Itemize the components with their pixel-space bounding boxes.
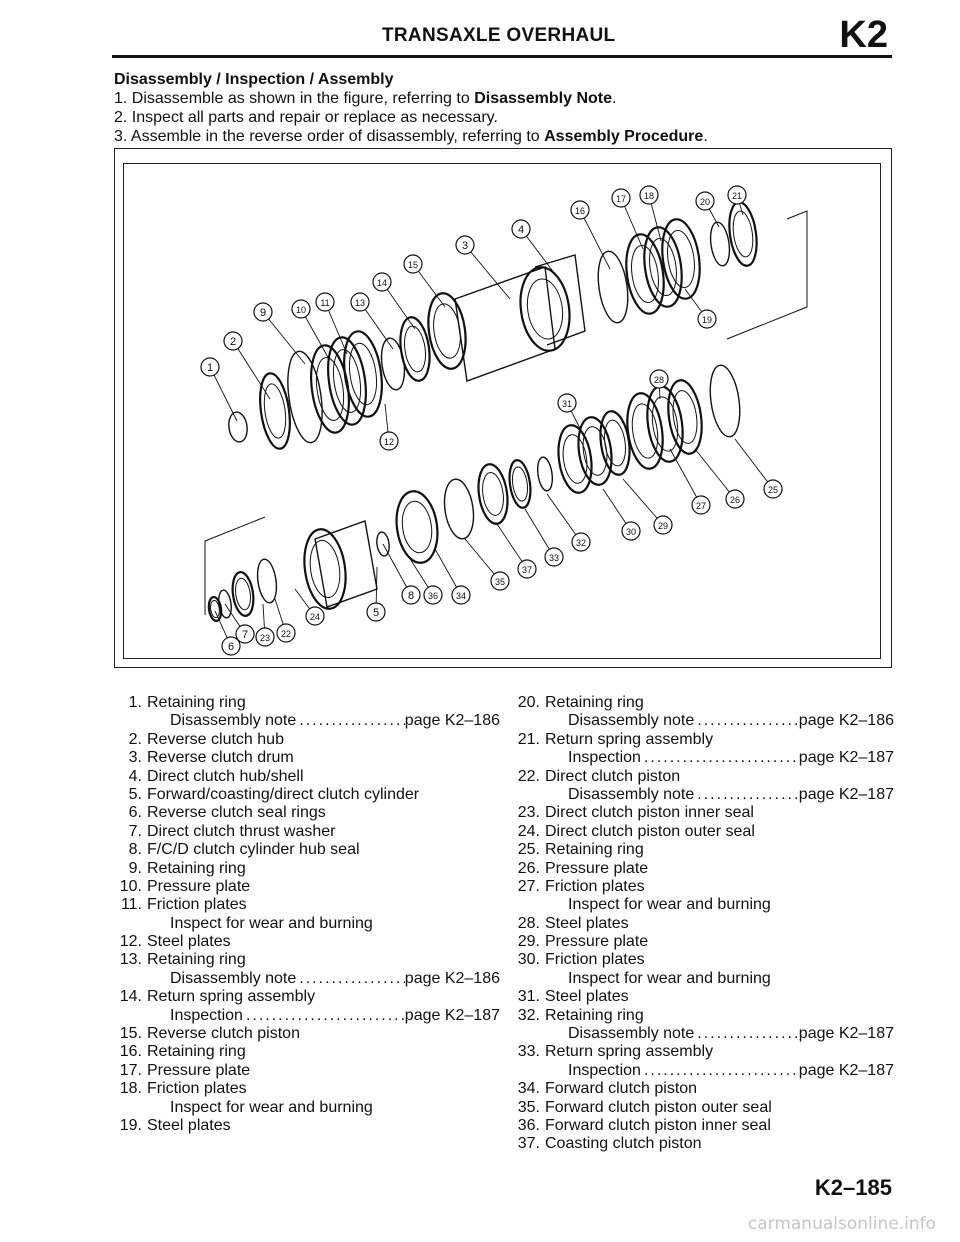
retaining-ring-25 [706, 363, 744, 438]
part-item [110, 749, 500, 767]
callout-27 [692, 496, 710, 514]
intro-block [114, 70, 894, 146]
clutch-cylinder-front-inner [307, 538, 344, 599]
retaining-ring-1 [227, 411, 249, 443]
part-item [110, 1062, 500, 1080]
callout-25 [764, 480, 782, 498]
leader-dots [694, 712, 799, 730]
part-reference [508, 786, 894, 804]
part-name: Reverse clutch piston [147, 1025, 300, 1043]
steel-plate-31 [554, 423, 595, 495]
part-note [508, 896, 894, 914]
callout-16 [571, 201, 589, 219]
part-item [508, 1043, 894, 1061]
part-item [110, 1080, 500, 1098]
leader-dots [296, 970, 405, 988]
callout-label: 9 [259, 307, 267, 319]
reference-label: Inspection [568, 1061, 641, 1079]
coasting-clutch-piston [475, 462, 511, 525]
callout-label: 6 [227, 641, 235, 653]
callout-5 [367, 603, 385, 621]
part-number: 26. [517, 859, 540, 877]
callout-24 [306, 607, 324, 625]
part-item [110, 823, 500, 841]
part-name: Pressure plate [147, 1061, 251, 1079]
part-name: Reverse clutch drum [147, 749, 294, 767]
part-note [110, 915, 500, 933]
callout-label: 5 [372, 607, 380, 619]
part-number: 29. [517, 933, 540, 951]
part-name: Return spring assembly [147, 988, 316, 1006]
section-code: K2 [839, 14, 888, 56]
friction-plate-30 [574, 415, 615, 487]
leader-line [670, 449, 701, 505]
friction-plate-27 [643, 384, 687, 464]
part-number: 11. [120, 896, 142, 914]
exploded-view-figure [114, 148, 892, 668]
part-item [110, 1043, 500, 1061]
part-item [110, 804, 500, 822]
callout-label: 36 [427, 591, 439, 601]
callout-label: 14 [376, 278, 388, 288]
part-name: Steel plates [545, 914, 629, 932]
pressure-plate-26 [664, 378, 706, 456]
part-reference [508, 712, 894, 730]
part-reference [508, 1062, 894, 1080]
intro-step: 2. Inspect all parts and repair or replace as necessary. [114, 109, 498, 126]
callout-10 [292, 300, 310, 318]
part-item [508, 915, 894, 933]
page-reference: page K2–186 [798, 712, 894, 730]
part-item [508, 804, 894, 822]
leader-line [695, 449, 735, 499]
callout-label: 29 [657, 521, 669, 531]
parts-list-left [110, 694, 500, 1135]
callout-label: 2 [229, 336, 237, 348]
callout-label: 8 [407, 590, 415, 602]
direct-clutch-piston [230, 571, 256, 617]
part-note [508, 970, 894, 988]
leader-line [465, 245, 510, 299]
callout-13 [351, 293, 369, 311]
inspection-note: Inspect for wear and burning [568, 896, 771, 914]
callout-9 [254, 303, 272, 321]
reverse-clutch-piston-inner [430, 302, 463, 360]
watermark: carmanualsonline.info [747, 1214, 936, 1234]
callout-22 [277, 624, 295, 642]
callout-label: 37 [521, 565, 533, 575]
part-name: Retaining ring [147, 1043, 246, 1061]
callout-label: 32 [575, 538, 587, 548]
callout-35 [491, 572, 509, 590]
callout-label: 21 [731, 191, 743, 201]
return-spring-33 [507, 459, 533, 509]
part-number: 20. [517, 694, 540, 711]
part-item [508, 731, 894, 749]
part-name: Friction plates [545, 951, 645, 969]
part-item [508, 1080, 894, 1098]
part-reference [110, 712, 500, 730]
part-note [110, 1099, 500, 1117]
part-name: Direct clutch piston inner seal [545, 804, 754, 822]
part-number: 24. [517, 822, 540, 840]
part-item [508, 860, 894, 878]
part-number: 22. [517, 767, 540, 785]
part-name: F/C/D clutch cylinder hub seal [147, 841, 360, 859]
part-number: 14. [119, 988, 142, 1006]
callout-4 [512, 220, 530, 238]
part-number: 2. [128, 730, 142, 748]
callout-label: 15 [407, 260, 419, 270]
part-name: Forward clutch piston inner seal [545, 1116, 771, 1134]
callout-label: 31 [561, 399, 573, 409]
leader-line [580, 210, 610, 269]
callout-label: 27 [695, 501, 707, 511]
part-number: 32. [517, 1006, 540, 1024]
part-item [110, 1117, 500, 1135]
part-number: 7. [128, 822, 142, 840]
part-item [508, 768, 894, 786]
callout-label: 28 [653, 375, 665, 385]
callout-34 [452, 586, 470, 604]
part-name: Reverse clutch hub [147, 730, 284, 748]
callout-3 [456, 236, 474, 254]
part-item [110, 988, 500, 1006]
part-number: 8. [128, 841, 142, 859]
part-item [508, 1099, 894, 1117]
part-item [508, 933, 894, 951]
callout-label: 13 [354, 298, 366, 308]
part-item [110, 786, 500, 804]
part-item [508, 1117, 894, 1135]
part-number: 34. [517, 1080, 540, 1098]
reference-label: Disassembly note [568, 1025, 695, 1043]
leader-line [233, 341, 270, 399]
forward-clutch-piston-inner [399, 499, 435, 554]
callout-markers [201, 186, 782, 655]
callout-label: 10 [295, 305, 307, 315]
reference-label: Disassembly note [568, 712, 695, 730]
callout-label: 4 [517, 224, 525, 236]
part-name: Steel plates [147, 1116, 231, 1134]
callout-label: 24 [309, 612, 321, 622]
part-name: Forward clutch piston outer seal [545, 1098, 772, 1116]
page-reference: page K2–187 [798, 749, 894, 767]
callout-label: 3 [461, 240, 469, 252]
part-name: Return spring assembly [545, 730, 714, 748]
forward-clutch-piston [392, 489, 442, 566]
page-header [112, 14, 892, 58]
leader-line [263, 312, 305, 364]
part-number: 16. [119, 1043, 142, 1061]
part-item [508, 1135, 894, 1153]
part-number: 12. [119, 933, 142, 951]
part-number: 15. [119, 1025, 142, 1043]
callout-36 [424, 586, 442, 604]
part-name: Reverse clutch seal rings [147, 804, 326, 822]
return-spring-21 [726, 201, 761, 268]
callout-15 [404, 255, 422, 273]
callout-label: 23 [259, 633, 271, 643]
piston-outer-seal-35 [441, 477, 477, 540]
part-item [110, 731, 500, 749]
callout-18 [640, 186, 658, 204]
retaining-ring-32 [536, 456, 555, 492]
reference-label: Inspection [568, 749, 641, 767]
callout-29 [654, 516, 672, 534]
callout-label: 1 [206, 362, 214, 374]
callout-31 [558, 394, 576, 412]
part-item [110, 768, 500, 786]
part-name: Retaining ring [147, 859, 246, 877]
piston-outer-seal [255, 558, 279, 604]
leader-dots [694, 1025, 799, 1043]
part-name: Direct clutch thrust washer [147, 822, 336, 840]
part-item [508, 694, 894, 712]
callout-label: 18 [643, 191, 655, 201]
part-item [508, 823, 894, 841]
callout-label: 25 [767, 485, 779, 495]
page-reference: page K2–187 [798, 785, 894, 803]
part-item [110, 896, 500, 914]
callout-7 [236, 625, 254, 643]
callout-label: 12 [383, 437, 395, 447]
part-name: Direct clutch piston outer seal [545, 822, 755, 840]
callout-1 [201, 358, 219, 376]
part-number: 27. [517, 877, 540, 895]
part-number: 1. [128, 694, 142, 711]
part-number: 5. [128, 785, 142, 803]
part-reference [110, 970, 500, 988]
leader-dots [641, 1062, 799, 1080]
part-number: 21. [517, 730, 540, 748]
part-item [110, 1025, 500, 1043]
part-name: Steel plates [545, 988, 629, 1006]
callout-label: 19 [701, 315, 713, 325]
part-item [110, 933, 500, 951]
callout-37 [518, 560, 536, 578]
callout-label: 26 [729, 495, 741, 505]
part-item [508, 841, 894, 859]
page-reference: page K2–187 [404, 1006, 500, 1024]
part-number: 31. [517, 988, 540, 1006]
part-name: Forward/coasting/direct clutch cylinder [147, 785, 420, 803]
intro-step: 3. Assemble in the reverse order of disassembly, referring to Assembly Procedure. [114, 128, 708, 145]
page-reference: page K2–186 [404, 712, 500, 730]
callout-19 [698, 310, 716, 328]
direct-clutch-hub-shell [515, 264, 574, 354]
part-item [110, 878, 500, 896]
callout-17 [612, 189, 630, 207]
callout-label: 35 [494, 577, 506, 587]
exploded-view-drawing [115, 149, 893, 669]
part-number: 4. [128, 767, 142, 785]
callout-26 [726, 490, 744, 508]
intro-heading: Disassembly / Inspection / Assembly [114, 71, 394, 88]
part-reference [110, 1007, 500, 1025]
part-name: Pressure plate [545, 933, 649, 951]
direct-clutch-hub-shell-inner [524, 277, 567, 342]
callout-label: 17 [615, 194, 627, 204]
callout-label: 22 [280, 629, 292, 639]
part-number: 25. [517, 841, 540, 859]
part-number: 37. [517, 1135, 540, 1153]
part-name: Retaining ring [147, 694, 246, 711]
part-number: 6. [128, 804, 142, 822]
part-number: 19. [119, 1116, 142, 1134]
leader-dots [694, 786, 799, 804]
page-reference: page K2–187 [798, 1025, 894, 1043]
inspection-note: Inspect for wear and burning [568, 969, 771, 987]
callout-label: 30 [625, 527, 637, 537]
part-number: 30. [517, 951, 540, 969]
part-name: Friction plates [545, 877, 645, 895]
page-number: K2–185 [814, 1175, 892, 1200]
part-number: 17. [119, 1061, 142, 1079]
callout-label: 20 [699, 197, 711, 207]
part-number: 18. [119, 1080, 142, 1098]
part-item [110, 951, 500, 969]
part-item [110, 694, 500, 712]
reference-label: Inspection [170, 1006, 243, 1024]
guide-line-upper [727, 211, 807, 339]
part-number: 28. [517, 914, 540, 932]
part-number: 33. [517, 1043, 540, 1061]
callout-20 [696, 192, 714, 210]
callout-2 [224, 332, 242, 350]
part-item [508, 988, 894, 1006]
part-number: 9. [128, 859, 142, 877]
inspection-note: Inspect for wear and burning [170, 914, 373, 932]
part-name: Direct clutch hub/shell [147, 767, 304, 785]
part-reference [508, 749, 894, 767]
part-number: 10. [119, 877, 142, 895]
part-name: Return spring assembly [545, 1043, 714, 1061]
reference-label: Disassembly note [170, 712, 297, 730]
fcd-clutch-cylinder [315, 521, 377, 607]
leader-dots [243, 1007, 405, 1025]
callout-label: 7 [241, 629, 249, 641]
reference-label: Disassembly note [170, 969, 297, 987]
callout-14 [373, 273, 391, 291]
callout-33 [545, 548, 563, 566]
part-name: Retaining ring [545, 1006, 644, 1024]
part-number: 13. [119, 951, 142, 969]
callout-21 [728, 186, 746, 204]
part-name: Retaining ring [545, 694, 644, 711]
inspection-note: Inspect for wear and burning [170, 1098, 373, 1116]
callout-12 [380, 432, 398, 450]
part-name: Pressure plate [545, 859, 649, 877]
callout-28 [650, 370, 668, 388]
callout-30 [622, 522, 640, 540]
part-item [110, 841, 500, 859]
part-item [508, 1007, 894, 1025]
parts-list-right [508, 694, 894, 1154]
part-reference [508, 1025, 894, 1043]
reverse-clutch-drum [455, 267, 555, 381]
callout-label: 11 [320, 298, 330, 308]
page-reference: page K2–186 [404, 969, 500, 987]
part-number: 3. [128, 749, 142, 767]
reference-label: Disassembly note [568, 785, 695, 803]
part-number: 35. [517, 1098, 540, 1116]
callout-8 [402, 586, 420, 604]
part-item [508, 951, 894, 969]
callout-11 [316, 293, 334, 311]
part-name: Pressure plate [147, 877, 251, 895]
callout-23 [256, 628, 274, 646]
part-name: Steel plates [147, 933, 231, 951]
part-name: Friction plates [147, 1080, 247, 1098]
callout-label: 34 [455, 591, 467, 601]
part-name: Friction plates [147, 896, 247, 914]
part-name: Forward clutch piston [545, 1080, 698, 1098]
part-number: 36. [517, 1116, 540, 1134]
part-name: Retaining ring [147, 951, 246, 969]
section-title: TRANSAXLE OVERHAUL [382, 25, 616, 46]
callout-32 [572, 533, 590, 551]
leader-dots [296, 712, 405, 730]
part-name: Retaining ring [545, 841, 644, 859]
part-name: Direct clutch piston [545, 767, 681, 785]
part-name: Coasting clutch piston [545, 1135, 702, 1153]
intro-step: 1. Disassemble as shown in the figure, referring to Disassembly Note. [114, 90, 617, 107]
part-item [110, 860, 500, 878]
leader-dots [641, 749, 799, 767]
page-reference: page K2–187 [798, 1061, 894, 1079]
part-number: 23. [517, 804, 540, 822]
part-item [508, 878, 894, 896]
callout-label: 16 [574, 206, 586, 216]
callout-label: 33 [548, 553, 560, 563]
